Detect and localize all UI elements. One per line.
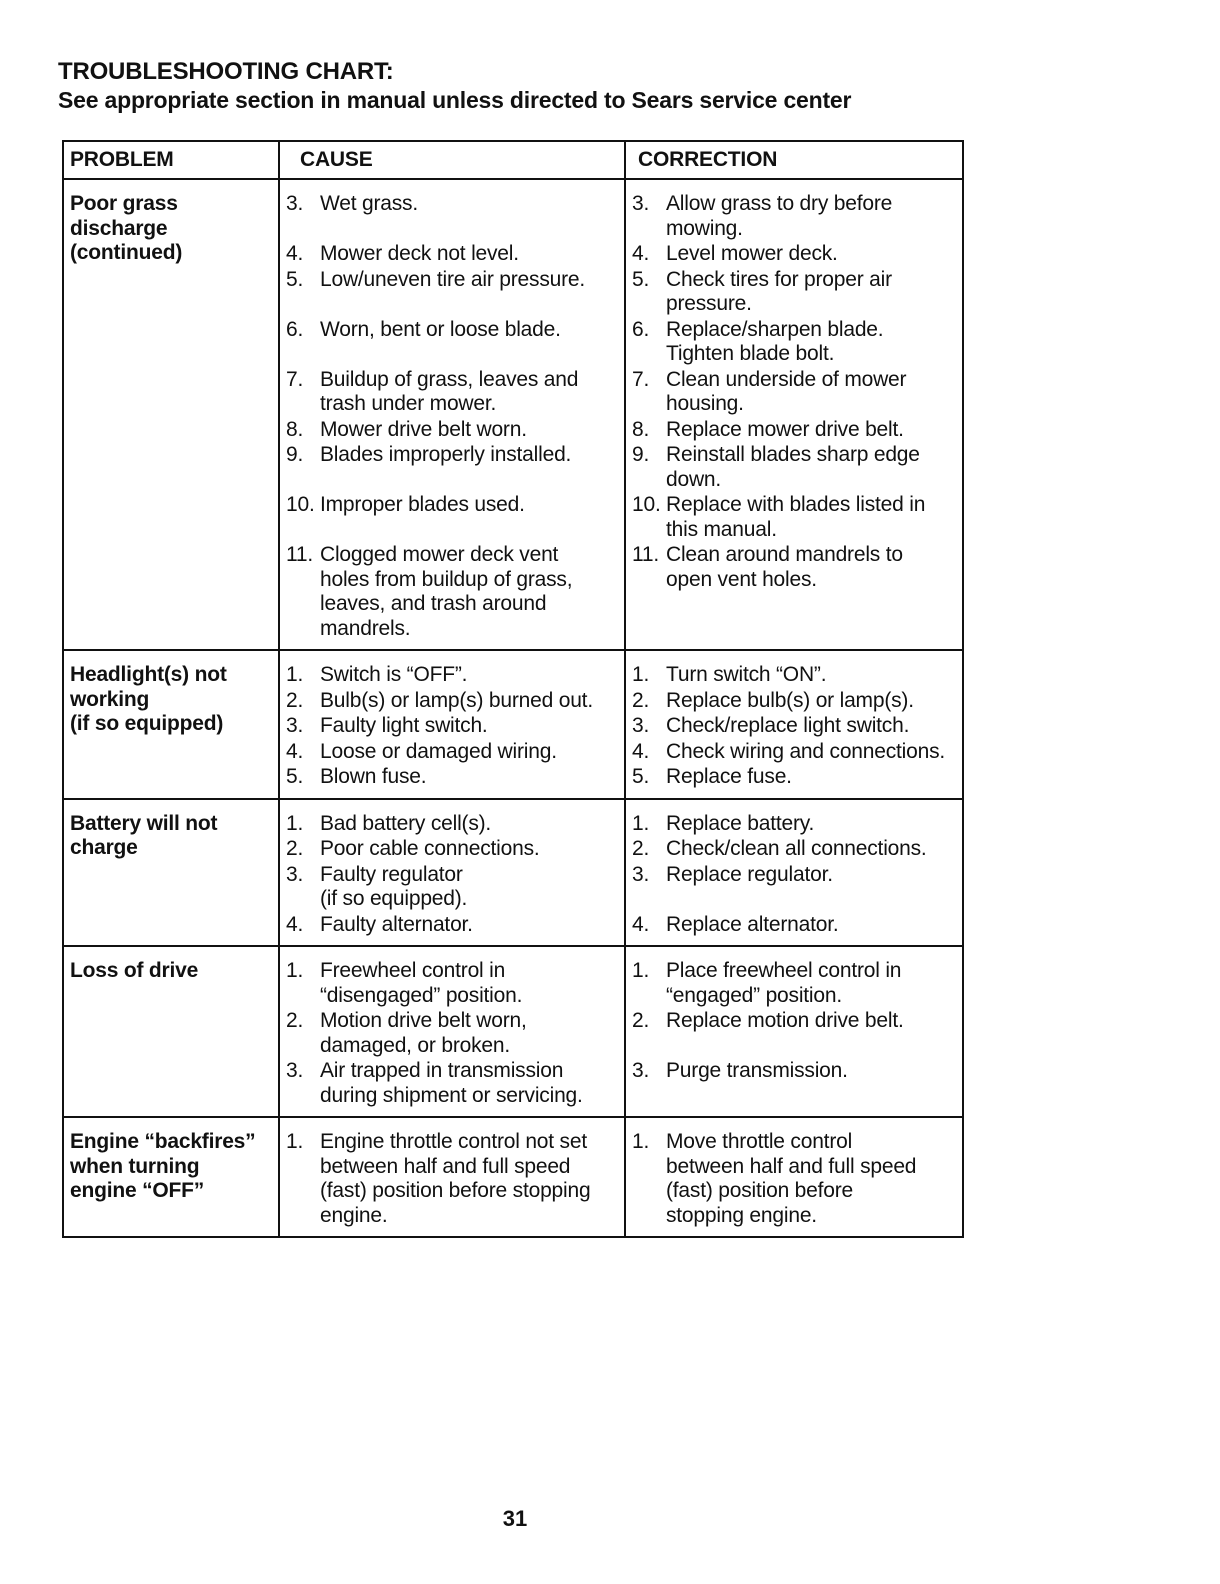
correction-item [632,740,958,765]
item-text-line: Clean around mandrels to [666,543,903,566]
item-text-line: “engaged” position. [666,983,842,1007]
item-number: 2. [632,688,650,712]
table-row [63,799,963,947]
item-number: 3. [632,862,650,886]
correction-list [632,1130,958,1228]
item-text [666,318,958,367]
item-text [666,268,958,317]
correction-item [632,1130,958,1228]
item-number: 1. [632,811,650,835]
item-number: 4. [286,739,304,763]
item-number: 4. [632,912,650,936]
correction-list [632,192,958,641]
item-text-line: Check wiring and connections. [666,739,946,763]
item-text-line: Engine throttle control not set [320,1130,587,1153]
cause-list [286,812,620,938]
item-number: 11. [286,543,314,566]
item-number: 4. [286,242,304,265]
item-number: 6. [632,317,650,341]
item-text-line: Bulb(s) or lamp(s) burned out. [320,688,593,712]
correction-item [632,765,958,790]
item-text-line: between half and full speed [666,1154,917,1178]
cause-item [286,493,620,542]
cause-item [286,714,620,739]
item-text-line: mandrels. [320,616,411,640]
item-text [666,765,958,790]
correction-list [632,959,958,1108]
cause-item [286,443,620,492]
cause-item [286,812,620,837]
item-text-line [320,518,620,543]
cause-cell [279,1117,625,1237]
cause-list [286,959,620,1108]
item-number: 9. [286,443,304,466]
correction-cell [625,1117,963,1237]
item-text-line [666,617,958,642]
item-text-line: Wet grass. [320,192,418,215]
item-text-line: this manual. [666,517,777,541]
table-row [63,946,963,1117]
item-text-line: engine. [320,1203,388,1227]
item-text-line: down. [666,467,722,491]
item-number: 2. [632,1009,650,1032]
cause-item [286,765,620,790]
item-text-line: Worn, bent or loose blade. [320,317,561,341]
item-text-line: Blown fuse. [320,765,427,788]
item-number: 1. [286,1130,304,1153]
item-text-line [666,1084,958,1109]
item-text-line: Replace alternator. [666,912,839,936]
correction-item [632,1059,958,1108]
item-text-line [320,292,620,317]
problem-line: (if so equipped) [70,712,224,735]
item-text [320,663,620,688]
item-number: 2. [286,1009,304,1032]
item-text-line: during shipment or servicing. [320,1083,583,1107]
item-text-line: Reinstall blades sharp edge [666,443,920,466]
item-number: 10. [286,493,315,516]
cause-cell [279,650,625,799]
correction-item [632,318,958,367]
item-text-line: Poor cable connections. [320,837,540,860]
item-text [320,913,620,938]
item-text [320,192,620,241]
item-number: 2. [632,837,650,860]
item-text-line: Buildup of grass, leaves and [320,367,579,391]
problem-line: charge [70,836,138,859]
item-text-line [666,592,958,617]
item-number: 1. [286,959,304,982]
item-text-line: Replace fuse. [666,765,792,788]
item-text-line [320,468,620,493]
item-text-line: Clean underside of mower [666,367,907,391]
correction-item [632,863,958,912]
item-text [666,242,958,267]
item-number: 5. [286,267,304,291]
table-body [63,179,963,1237]
cause-item [286,689,620,714]
problem-line: Battery will not [70,811,218,835]
item-number: 3. [632,1059,650,1082]
cause-item [286,1130,620,1228]
item-text [666,1059,958,1108]
item-number: 10. [632,493,661,516]
cause-item [286,837,620,862]
item-text [666,689,958,714]
cause-item [286,1009,620,1058]
item-text [320,543,620,641]
item-number: 8. [286,417,304,441]
item-text [320,268,620,317]
item-text [320,812,620,837]
item-text [666,714,958,739]
cause-item [286,913,620,938]
item-number: 9. [632,443,650,466]
item-text [320,493,620,542]
correction-item [632,689,958,714]
problem-line: when turning [70,1154,200,1178]
item-text [666,493,958,542]
cause-cell [279,179,625,650]
item-text [666,913,958,938]
item-text [666,663,958,688]
item-text [320,863,620,912]
cause-item [286,1059,620,1108]
item-text-line: Replace with blades listed in [666,493,926,516]
item-text [320,959,620,1008]
item-text-line: between half and full speed [320,1154,571,1178]
table-row [63,179,963,650]
item-text [666,812,958,837]
item-number: 5. [632,765,650,788]
correction-cell [625,650,963,799]
item-text-line: Freewheel control in [320,959,506,982]
correction-item [632,959,958,1008]
item-number: 3. [632,714,650,737]
correction-item [632,714,958,739]
item-text-line: Replace mower drive belt. [666,417,904,441]
table-header [63,141,963,179]
item-text-line: Check/replace light switch. [666,714,910,737]
item-text-line: holes from buildup of grass, [320,567,573,591]
item-number: 3. [286,192,304,215]
item-text [666,368,958,417]
item-number: 7. [286,367,304,391]
item-text-line [666,1034,958,1059]
correction-item [632,837,958,862]
column-header-cause: CAUSE [279,141,625,179]
item-text-line: (fast) position before stopping [320,1179,591,1202]
item-text-line: Faulty light switch. [320,714,488,737]
item-text-line: Check tires for proper air [666,267,892,291]
problem-line: Loss of drive [70,959,199,982]
item-number: 3. [286,714,304,737]
correction-item [632,543,958,641]
item-text [320,765,620,790]
item-number: 5. [632,267,650,291]
item-text-line: open vent holes. [666,567,817,591]
troubleshooting-table [62,140,964,1238]
item-text-line [320,217,620,242]
table-row [63,1117,963,1237]
item-text [320,1059,620,1108]
correction-item [632,493,958,542]
item-number: 5. [286,765,304,788]
item-text [666,192,958,241]
item-number: 3. [286,1059,304,1082]
item-text-line: Air trapped in transmission [320,1059,564,1082]
cause-cell [279,799,625,947]
item-number: 8. [632,417,650,441]
problem-line: Poor grass [70,192,178,215]
item-text-line: Switch is “OFF”. [320,663,468,686]
item-text [320,368,620,417]
item-text [320,740,620,765]
problem-line: discharge [70,216,168,240]
problem-line: engine “OFF” [70,1179,205,1202]
item-text-line: (fast) position before [666,1179,854,1202]
item-text-line: (if so equipped). [320,887,468,910]
item-text [320,418,620,443]
cause-list [286,1130,620,1228]
item-text-line: Replace regulator. [666,862,833,886]
item-text-line: Replace motion drive belt. [666,1009,904,1032]
correction-item [632,192,958,241]
item-text-line: Blades improperly installed. [320,443,572,466]
item-text [320,689,620,714]
item-text-line: Faulty alternator. [320,912,473,936]
item-number: 1. [632,663,650,686]
item-text [666,740,958,765]
item-text-line: Mower deck not level. [320,242,519,265]
cause-item [286,242,620,267]
cause-item [286,543,620,641]
item-text-line: Replace/sharpen blade. [666,317,884,341]
item-number: 4. [632,242,650,265]
item-text-line: Purge transmission. [666,1059,848,1082]
problem-cell [63,946,279,1117]
item-text-line [666,887,958,912]
correction-item [632,268,958,317]
item-text-line: Bad battery cell(s). [320,811,492,835]
cause-list [286,663,620,790]
item-text [666,418,958,443]
item-text-line: damaged, or broken. [320,1033,510,1057]
item-text [666,443,958,492]
problem-cell [63,799,279,947]
table-row [63,650,963,799]
item-text [666,1009,958,1058]
item-text-line: leaves, and trash around [320,592,547,615]
item-text-line: pressure. [666,292,752,315]
correction-item [632,913,958,938]
item-text [666,1130,958,1228]
item-text-line: Clogged mower deck vent [320,543,559,566]
column-header-problem: PROBLEM [63,141,279,179]
item-text-line [320,342,620,367]
item-text-line: trash under mower. [320,392,497,415]
item-text-line: Mower drive belt worn. [320,417,527,441]
correction-item [632,663,958,688]
cause-item [286,959,620,1008]
correction-item [632,1009,958,1058]
item-text-line: Tighten blade bolt. [666,342,835,365]
item-number: 1. [286,811,304,835]
item-text-line: Low/uneven tire air pressure. [320,267,586,291]
correction-item [632,242,958,267]
item-text-line: Turn switch “ON”. [666,663,827,686]
item-text [320,837,620,862]
item-number: 4. [632,739,650,763]
correction-cell [625,946,963,1117]
correction-item [632,443,958,492]
item-text [666,959,958,1008]
item-number: 4. [286,912,304,936]
item-text-line: Motion drive belt worn, [320,1009,527,1032]
problem-line: working [70,687,150,711]
cause-list [286,192,620,641]
correction-item [632,368,958,417]
cause-item [286,318,620,367]
item-text-line: Replace battery. [666,811,815,835]
cause-item [286,192,620,241]
cause-item [286,863,620,912]
item-number: 1. [286,663,304,686]
item-text-line: Place freewheel control in [666,959,902,982]
item-text [666,863,958,912]
chart-title: TROUBLESHOOTING CHART: [58,58,394,85]
item-text-line: mowing. [666,216,743,240]
item-number: 7. [632,367,650,391]
cause-item [286,368,620,417]
cause-item [286,418,620,443]
item-text-line: “disengaged” position. [320,983,523,1007]
item-number: 3. [286,862,304,886]
item-text [320,443,620,492]
item-text [320,714,620,739]
correction-cell [625,799,963,947]
problem-line: Headlight(s) not [70,663,227,686]
item-text-line: stopping engine. [666,1203,817,1227]
item-text [320,1130,620,1228]
problem-line: Engine “backfires” [70,1130,256,1153]
item-number: 2. [286,688,304,712]
problem-cell [63,650,279,799]
item-number: 1. [632,959,650,982]
item-number: 11. [632,543,660,566]
page-number: 31 [502,1506,528,1531]
item-text-line: Level mower deck. [666,242,838,265]
correction-cell [625,179,963,650]
item-text-line: Allow grass to dry before [666,192,893,215]
item-number: 2. [286,837,304,860]
item-text [320,242,620,267]
cause-item [286,663,620,688]
problem-cell [63,1117,279,1237]
item-number: 3. [632,192,650,215]
correction-item [632,812,958,837]
item-text-line: Check/clean all connections. [666,837,927,860]
cause-cell [279,946,625,1117]
problem-cell [63,179,279,650]
problem-line: (continued) [70,241,183,264]
item-text-line: Improper blades used. [320,493,525,516]
item-text [666,543,958,641]
correction-list [632,663,958,790]
cause-item [286,740,620,765]
correction-item [632,418,958,443]
cause-item [286,268,620,317]
item-text [320,318,620,367]
item-number: 6. [286,317,304,341]
item-text [666,837,958,862]
item-text-line: housing. [666,392,744,415]
item-number: 1. [632,1130,650,1153]
correction-list [632,812,958,938]
item-text [320,1009,620,1058]
item-text-line: Move throttle control [666,1130,853,1153]
chart-subtitle: See appropriate section in manual unless directed to Sears service center [58,87,852,113]
item-text-line: Loose or damaged wiring. [320,739,557,763]
column-header-correction: CORRECTION [625,141,963,179]
item-text-line: Faulty regulator [320,862,463,886]
item-text-line: Replace bulb(s) or lamp(s). [666,688,914,712]
